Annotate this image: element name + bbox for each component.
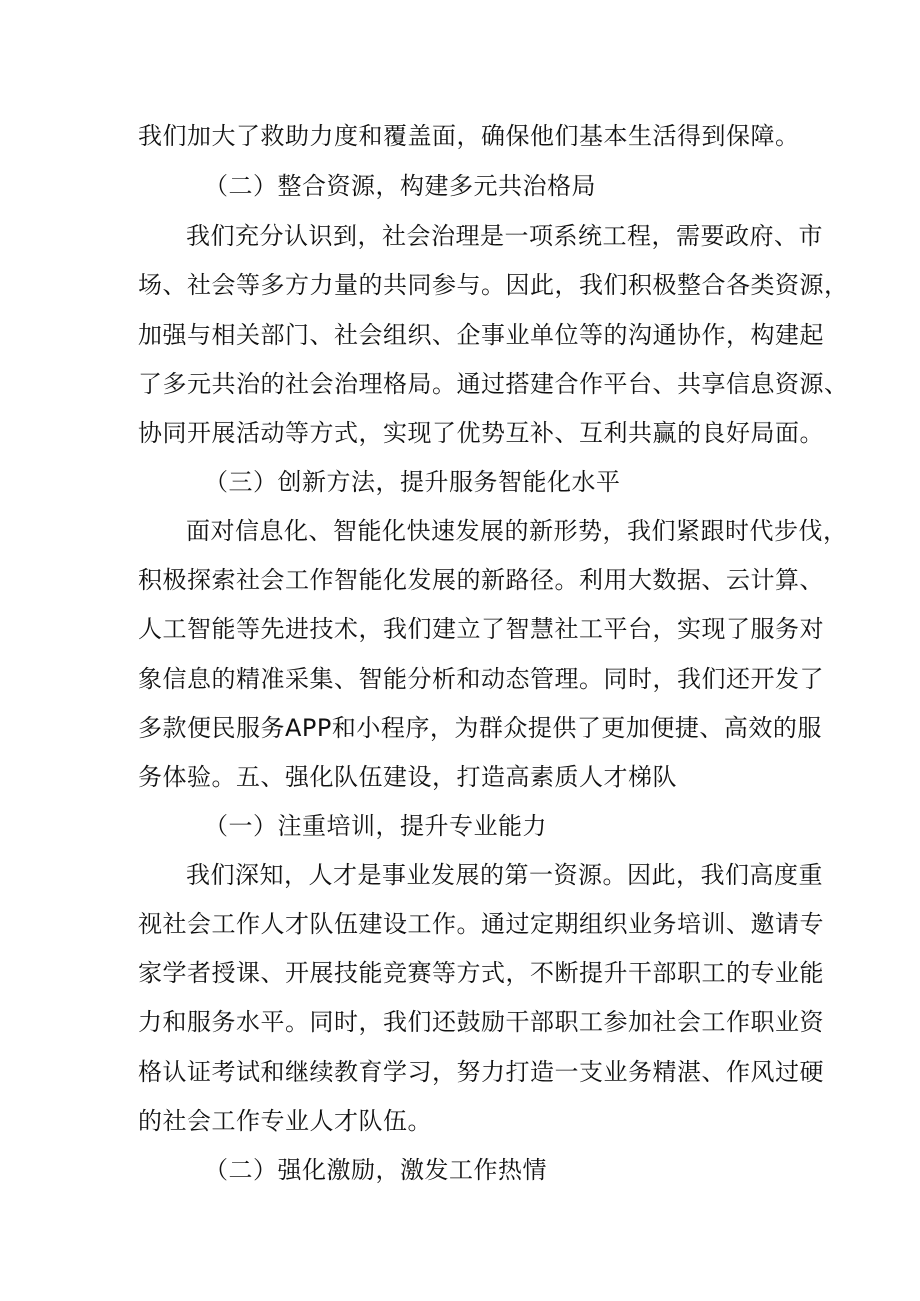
body-text-line: 多款便民服务APP和小程序，为群众提供了更加便捷、高效的服 [138,714,822,742]
body-text-line: 了多元共治的社会治理格局。通过搭建合作平台、共享信息资源、 [138,370,849,398]
section-heading: （三）创新方法，提升服务智能化水平 [204,468,621,496]
body-text-line: 场、社会等多方力量的共同参与。因此，我们积极整合各类资源， [138,271,849,299]
body-text-line: 我们深知，人才是事业发展的第一资源。因此，我们高度重 [186,861,823,889]
body-text-line: 我们加大了救助力度和覆盖面，确保他们基本生活得到保障。 [138,122,800,150]
body-text-line: 的社会工作专业人才队伍。 [138,1107,432,1135]
body-text-line: 视社会工作人才队伍建设工作。通过定期组织业务培训、邀请专 [138,910,824,938]
body-text-line: 积极探索社会工作智能化发展的新路径。利用大数据、云计算、 [138,566,824,594]
body-text-line: 家学者授课、开展技能竞赛等方式，不断提升干部职工的专业能 [138,959,824,987]
body-text-line: 象信息的精准采集、智能分析和动态管理。同时，我们还开发了 [138,665,824,693]
body-text-line: 务体验。五、强化队伍建设，打造高素质人才梯队 [138,763,677,791]
body-text-line: 力和服务水平。同时，我们还鼓励干部职工参加社会工作职业资 [138,1008,824,1036]
body-text-line: 协同开展活动等方式，实现了优势互补、互利共赢的良好局面。 [138,419,824,447]
section-heading: （一）注重培训，提升专业能力 [204,812,547,840]
body-text-line: 人工智能等先进技术，我们建立了智慧社工平台，实现了服务对 [138,615,824,643]
section-heading: （二）强化激励，激发工作热情 [204,1156,547,1184]
body-text-line: 我们充分认识到，社会治理是一项系统工程，需要政府、市 [186,222,823,250]
body-text-line: 面对信息化、智能化快速发展的新形势，我们紧跟时代步伐， [186,517,848,545]
body-text-line: 加强与相关部门、社会组织、企事业单位等的沟通协作，构建起 [138,321,824,349]
body-text-line: 格认证考试和继续教育学习，努力打造一支业务精湛、作风过硬 [138,1058,824,1086]
section-heading: （二）整合资源，构建多元共治格局 [204,172,596,200]
